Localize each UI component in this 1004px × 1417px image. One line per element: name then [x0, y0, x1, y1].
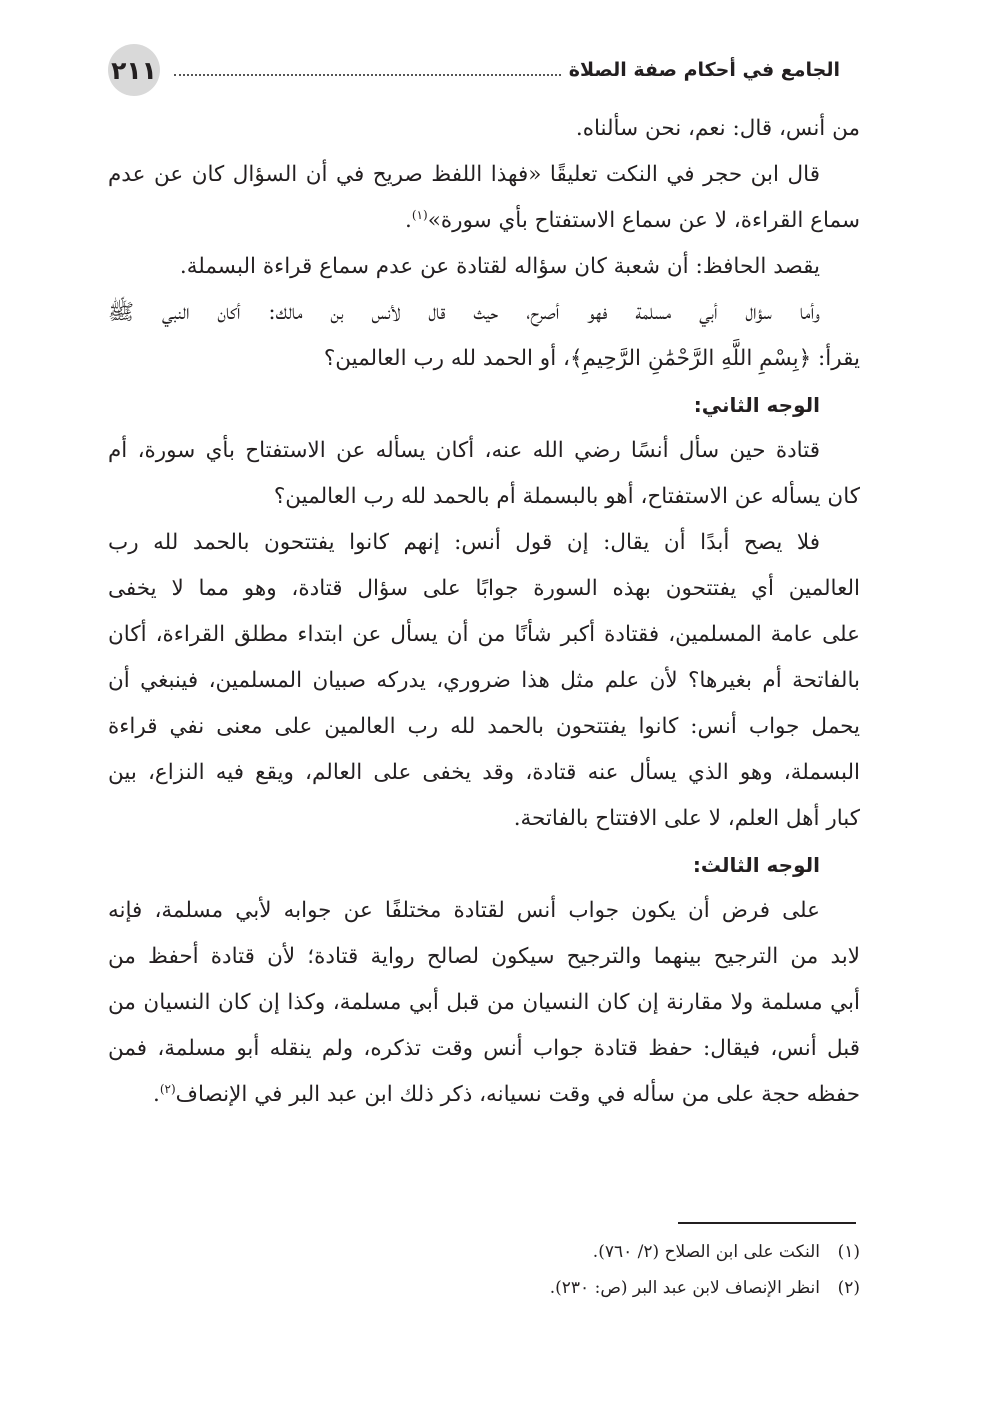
text-line: قال ابن حجر في النكت تعليقًا «فهذا اللفظ صريح في أن السؤال كان عن عدم [108, 162, 820, 187]
text-line: فلا يصح أبدًا أن يقال: إن قول أنس: إنهم كانوا يفتتحون بالحمد لله رب [108, 530, 820, 555]
text-line: كان يسأله عن الاستفتاح، أهو بالبسملة أم بالحمد لله رب العالمين؟ [273, 484, 860, 509]
text-line: من أنس، قال: نعم، نحن سألناه. [575, 116, 860, 141]
book-title: الجامع في أحكام صفة الصلاة [568, 59, 840, 81]
text-line: يقرأ: ﴿بِسْمِ اللَّهِ الرَّحْمَٰنِ الرَّحِيمِ﴾، أو الحمد لله رب العالمين؟ [323, 346, 860, 371]
page-number-badge: ٢١١ [108, 44, 160, 96]
text-line: بالفاتحة أم بغيرها؟ لأن علم مثل هذا ضروري، يدركه صبيان المسلمين، فينبغي أن [108, 668, 860, 693]
text-segment: سماع القراءة، لا عن سماع الاستفتاح بأي سورة» [427, 208, 860, 233]
footnote-text: النكت على ابن الصلاح (٢/ ٧٦٠). [592, 1242, 820, 1262]
footnote-separator [678, 1222, 856, 1224]
text-line: العالمين أي يفتتحون بهذه السورة جوابًا على سؤال قتادة، وهو مما لا يخفى [108, 576, 860, 601]
text-line: قبل أنس، فيقال: حفظ قتادة جواب أنس وقت تذكره، ولم ينقله أبو مسلمة، فمن [108, 1036, 860, 1061]
period: . [405, 208, 412, 233]
footnote-ref-2[interactable]: (٢) [159, 1081, 176, 1096]
footnote-number: (١) [837, 1242, 860, 1262]
page-header [108, 44, 848, 96]
text-line [108, 198, 860, 244]
period: . [152, 1082, 160, 1107]
main-text [108, 106, 860, 1118]
text-line: على فرض أن يكون جواب أنس لقتادة مختلفًا عن جوابه لأبي مسلمة، فإنه [108, 898, 820, 923]
text-line: البسملة، وهو الذي يسأل عنه قتادة، وقد يخفى على العالم، ويقع فيه النزاع، بين [108, 760, 860, 785]
text-line: لابد من الترجيح بينهما والترجيح سيكون لصالح رواية قتادة؛ لأن قتادة أحفظ من [108, 944, 860, 969]
dotted-leader [174, 74, 561, 76]
text-segment: حفظه حجة على من سأله في وقت نسيانه، ذكر ذلك ابن عبد البر في الإنصاف [175, 1082, 860, 1107]
section-heading: الوجه الثالث: [692, 853, 820, 877]
footnote-item [108, 1234, 860, 1270]
footnotes [108, 1234, 860, 1306]
text-line: كبار أهل العلم، لا على الافتتاح بالفاتحة. [513, 806, 860, 831]
text-line: يقصد الحافظ: أن شعبة كان سؤاله لقتادة عن عدم سماع قراءة البسملة. [179, 254, 820, 279]
running-title [174, 56, 848, 84]
footnote-item [108, 1270, 860, 1306]
text-line: أبي مسلمة ولا مقارنة إن كان النسيان من قبل أبي مسلمة، وكذا إن كان النسيان من [108, 990, 860, 1015]
text-line: قتادة حين سأل أنسًا رضي الله عنه، أكان يسأله عن الاستفتاح بأي سورة، أم [108, 438, 820, 463]
text-line: يحمل جواب أنس: كانوا يفتتحون بالحمد لله رب العالمين على معنى نفي قراءة [108, 714, 860, 739]
section-heading: الوجه الثاني: [693, 393, 820, 417]
footnote-number: (٢) [837, 1278, 860, 1298]
text-line: على عامة المسلمين، فقتادة أكبر شأنًا من أن يسأل عن ابتداء مطلق القراءة، أكان [108, 622, 860, 647]
footnote-ref-1[interactable]: (١) [411, 207, 428, 222]
text-line: وأما سؤال أبي مسلمة فهو أصرح، حيث قال لأنس بن مالك: أكان النبي ﷺ [108, 300, 820, 325]
footnote-text: انظر الإنصاف لابن عبد البر (ص: ٢٣٠). [549, 1278, 820, 1298]
text-line [108, 1072, 860, 1118]
